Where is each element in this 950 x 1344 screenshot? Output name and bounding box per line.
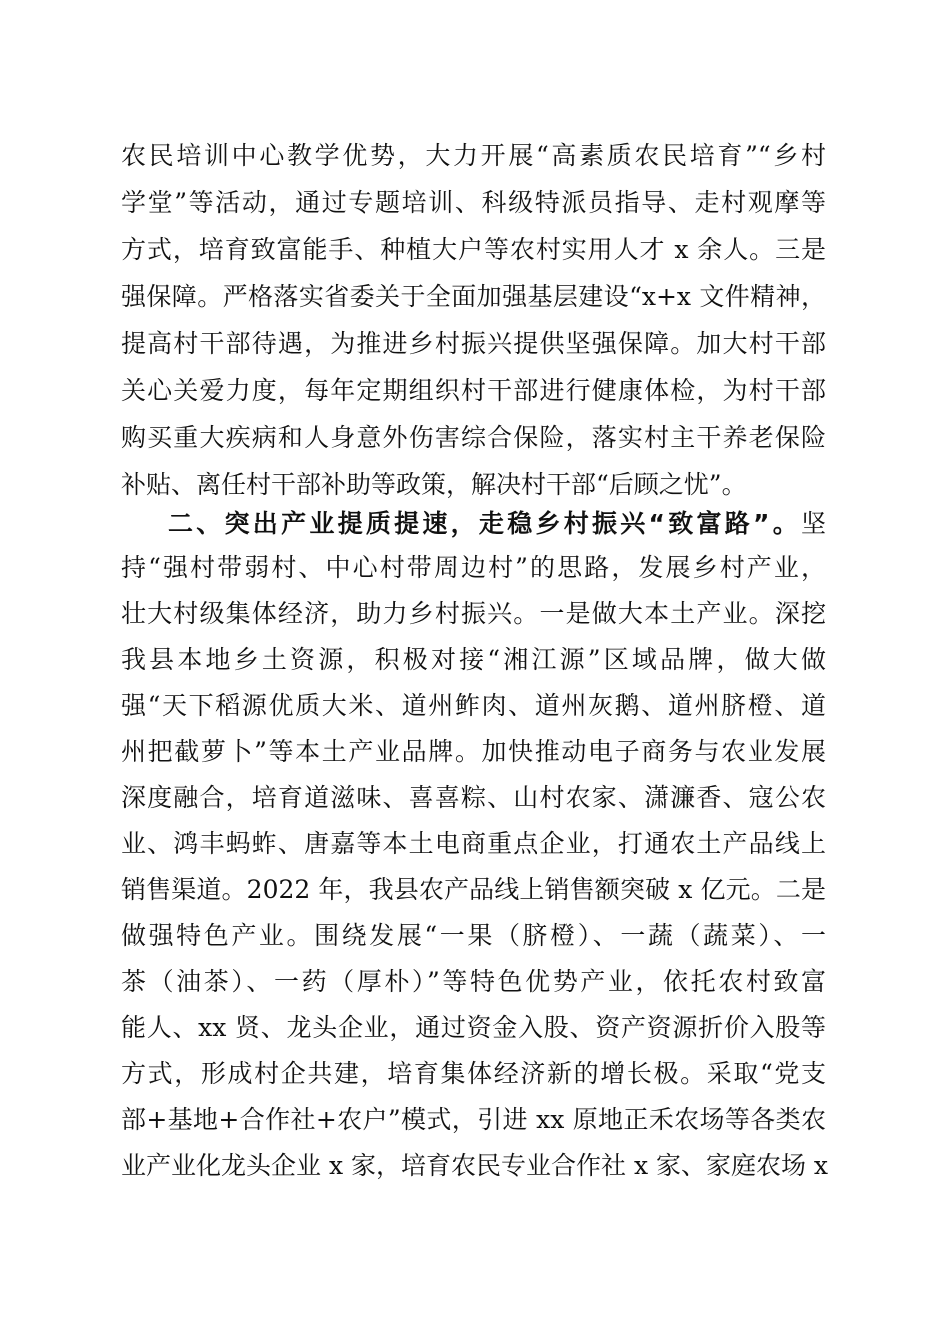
paragraph-line: 做强特色产业。围绕发展“一果（脐橙）、一蔬（蔬菜）、一 bbox=[121, 921, 826, 950]
paragraph-line: 强“天下稻源优质大米、道州鲊肉、道州灰鹅、道州脐橙、道 bbox=[121, 691, 826, 720]
paragraph-line: 持“强村带弱村、中心村带周边村”的思路，发展乡村产业， bbox=[121, 553, 826, 582]
paragraph-line: 深度融合，培育道滋味、喜喜粽、山村农家、潇濂香、寇公农 bbox=[121, 783, 826, 812]
paragraph-line: 销售渠道。2022 年，我县农产品线上销售额突破 x 亿元。二是 bbox=[121, 875, 826, 904]
section-heading-line bbox=[168, 504, 826, 544]
section-heading: 二、突出产业提质提速，走稳乡村振兴“致富路”。 bbox=[168, 509, 801, 538]
paragraph-line: 补贴、离任村干部补助等政策，解决村干部“后顾之忧”。 bbox=[121, 470, 747, 499]
paragraph-line: 业、鸿丰蚂蚱、唐嘉等本土电商重点企业，打通农土产品线上 bbox=[121, 829, 826, 858]
paragraph-line: 壮大村级集体经济，助力乡村振兴。一是做大本土产业。深挖 bbox=[121, 599, 826, 628]
paragraph-line: 能人、xx 贤、龙头企业，通过资金入股、资产资源折价入股等 bbox=[121, 1013, 826, 1042]
paragraph-line: 提高村干部待遇，为推进乡村振兴提供坚强保障。加大村干部 bbox=[121, 329, 826, 358]
paragraph-line: 州把截萝卜”等本土产业品牌。加快推动电子商务与农业发展 bbox=[121, 737, 826, 766]
paragraph-line: 方式，形成村企共建，培育集体经济新的增长极。采取“党支 bbox=[121, 1059, 826, 1088]
paragraph-line: 强保障。严格落实省委关于全面加强基层建设“x+x 文件精神， bbox=[121, 282, 826, 311]
paragraph-line: 农民培训中心教学优势，大力开展“高素质农民培育”“乡村 bbox=[121, 141, 826, 170]
paragraph-line: 方式，培育致富能手、种植大户等农村实用人才 x 余人。三是 bbox=[121, 235, 826, 264]
section-heading-tail: 坚 bbox=[800, 509, 826, 538]
paragraph-line: 购买重大疾病和人身意外伤害综合保险，落实村主干养老保险 bbox=[121, 423, 826, 452]
paragraph-line: 茶（油茶）、一药（厚朴）”等特色优势产业，依托农村致富 bbox=[121, 967, 826, 996]
paragraph-line: 业产业化龙头企业 x 家，培育农民专业合作社 x 家、家庭农场 x bbox=[121, 1151, 829, 1180]
paragraph-line: 部+基地+合作社+农户”模式，引进 xx 原地正禾农场等各类农 bbox=[121, 1105, 826, 1134]
paragraph-line: 学堂”等活动，通过专题培训、科级特派员指导、走村观摩等 bbox=[121, 188, 826, 217]
paragraph-line: 关心关爱力度，每年定期组织村干部进行健康体检，为村干部 bbox=[121, 376, 826, 405]
paragraph-line: 我县本地乡土资源，积极对接“湘江源”区域品牌，做大做 bbox=[121, 645, 826, 674]
